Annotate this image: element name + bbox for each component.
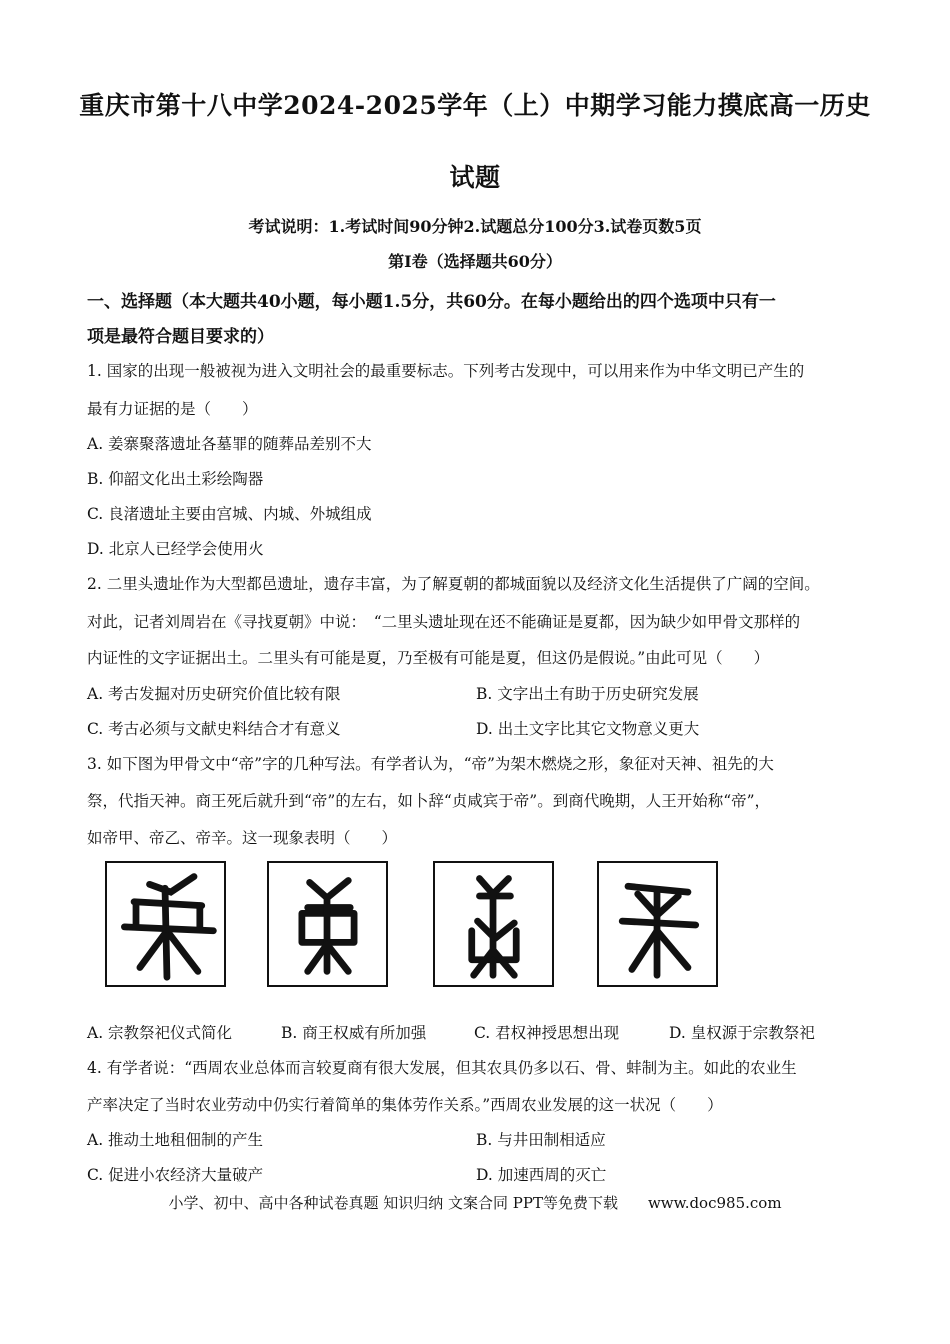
oracle-glyph-di-4	[597, 861, 718, 987]
q2-stem-line2: 对此，记者刘周岩在《寻找夏朝》中说： “二里头遗址现在还不能确证是夏都，因为缺少如甲骨文那样的	[87, 613, 801, 631]
oracle-glyph-di-2	[267, 861, 388, 987]
q4-option-a: A. 推动土地租佃制的产生	[87, 1131, 264, 1149]
page-title-line2: 试题	[449, 163, 501, 192]
q1-option-a: A. 姜寨聚落遗址各墓罪的随葬品差别不大	[87, 435, 372, 453]
q1-option-c: C. 良渚遗址主要由宫城、内城、外城组成	[87, 505, 372, 523]
q3-option-c: C. 君权神授思想出现	[474, 1024, 620, 1042]
q2-option-a: A. 考古发掘对历史研究价值比较有限	[87, 685, 341, 703]
q4-option-c: C. 促进小农经济大量破产	[87, 1166, 264, 1184]
q2-option-c: C. 考古必须与文献史料结合才有意义	[87, 720, 341, 738]
q3-option-d: D. 皇权源于宗教祭祀	[669, 1024, 815, 1042]
q3-stem-line1: 3. 如下图为甲骨文中“帝”字的几种写法。有学者认为，“帝”为架木燃烧之形，象征对天神、祖先的大	[87, 755, 774, 773]
q3-option-b: B. 商王权威有所加强	[281, 1024, 427, 1042]
exam-note: 考试说明：1.考试时间90分钟2.试题总分100分3.试卷页数5页	[248, 217, 702, 236]
q4-stem-line2: 产率决定了当时农业劳动中仍实行着简单的集体劳作关系。”西周农业发展的这一状况（ ）	[87, 1096, 723, 1114]
q1-option-d: D. 北京人已经学会使用火	[87, 540, 264, 558]
page-title-line1: 重庆市第十八中学2024-2025学年（上）中期学习能力摸底高一历史	[79, 91, 871, 120]
q2-option-d: D. 出土文字比其它文物意义更大	[476, 720, 700, 738]
q2-option-b: B. 文字出土有助于历史研究发展	[476, 685, 699, 703]
oracle-glyph-di-1	[105, 861, 226, 987]
q3-option-a: A. 宗教祭祀仪式简化	[87, 1024, 233, 1042]
q4-option-b: B. 与井田制相适应	[476, 1131, 606, 1149]
oracle-glyph-di-3	[433, 861, 554, 987]
q1-stem-line2: 最有力证据的是（ ）	[87, 400, 258, 418]
section-heading-line1: 一、选择题（本大题共40小题，每小题1.5分，共60分。在每小题给出的四个选项中只有一	[87, 292, 776, 312]
section-heading-line2: 项是最符合题目要求的）	[87, 327, 274, 347]
q3-stem-line3: 如帝甲、帝乙、帝辛。这一现象表明（ ）	[87, 829, 398, 847]
q3-stem-line2: 祭，代指天神。商王死后就升到“帝”的左右，如卜辞“贞咸宾于帝”。到商代晚期，人王开始称“帝”，	[87, 792, 771, 810]
page-footer: 小学、初中、高中各种试卷真题 知识归纳 文案合同 PPT等免费下载 www.doc985.com	[168, 1194, 782, 1212]
q1-option-b: B. 仰韶文化出土彩绘陶器	[87, 470, 264, 488]
q2-stem-line3: 内证性的文字证据出土。二里头有可能是夏，乃至极有可能是夏，但这仍是假说。”由此可见（ ）	[87, 649, 770, 667]
q4-stem-line1: 4. 有学者说：“西周农业总体而言较夏商有很大发展，但其农具仍多以石、骨、蚌制为主。如此的农业生	[87, 1059, 797, 1077]
volume-heading: 第Ⅰ卷（选择题共60分）	[388, 252, 562, 271]
q1-stem-line1: 1. 国家的出现一般被视为进入文明社会的最重要标志。下列考古发现中，可以用来作为中华文明已产生的	[87, 362, 805, 380]
q2-stem-line1: 2. 二里头遗址作为大型都邑遗址，遗存丰富，为了解夏朝的都城面貌以及经济文化生活提供了广阔的空间。	[87, 575, 820, 593]
q4-option-d: D. 加速西周的灭亡	[476, 1166, 607, 1184]
